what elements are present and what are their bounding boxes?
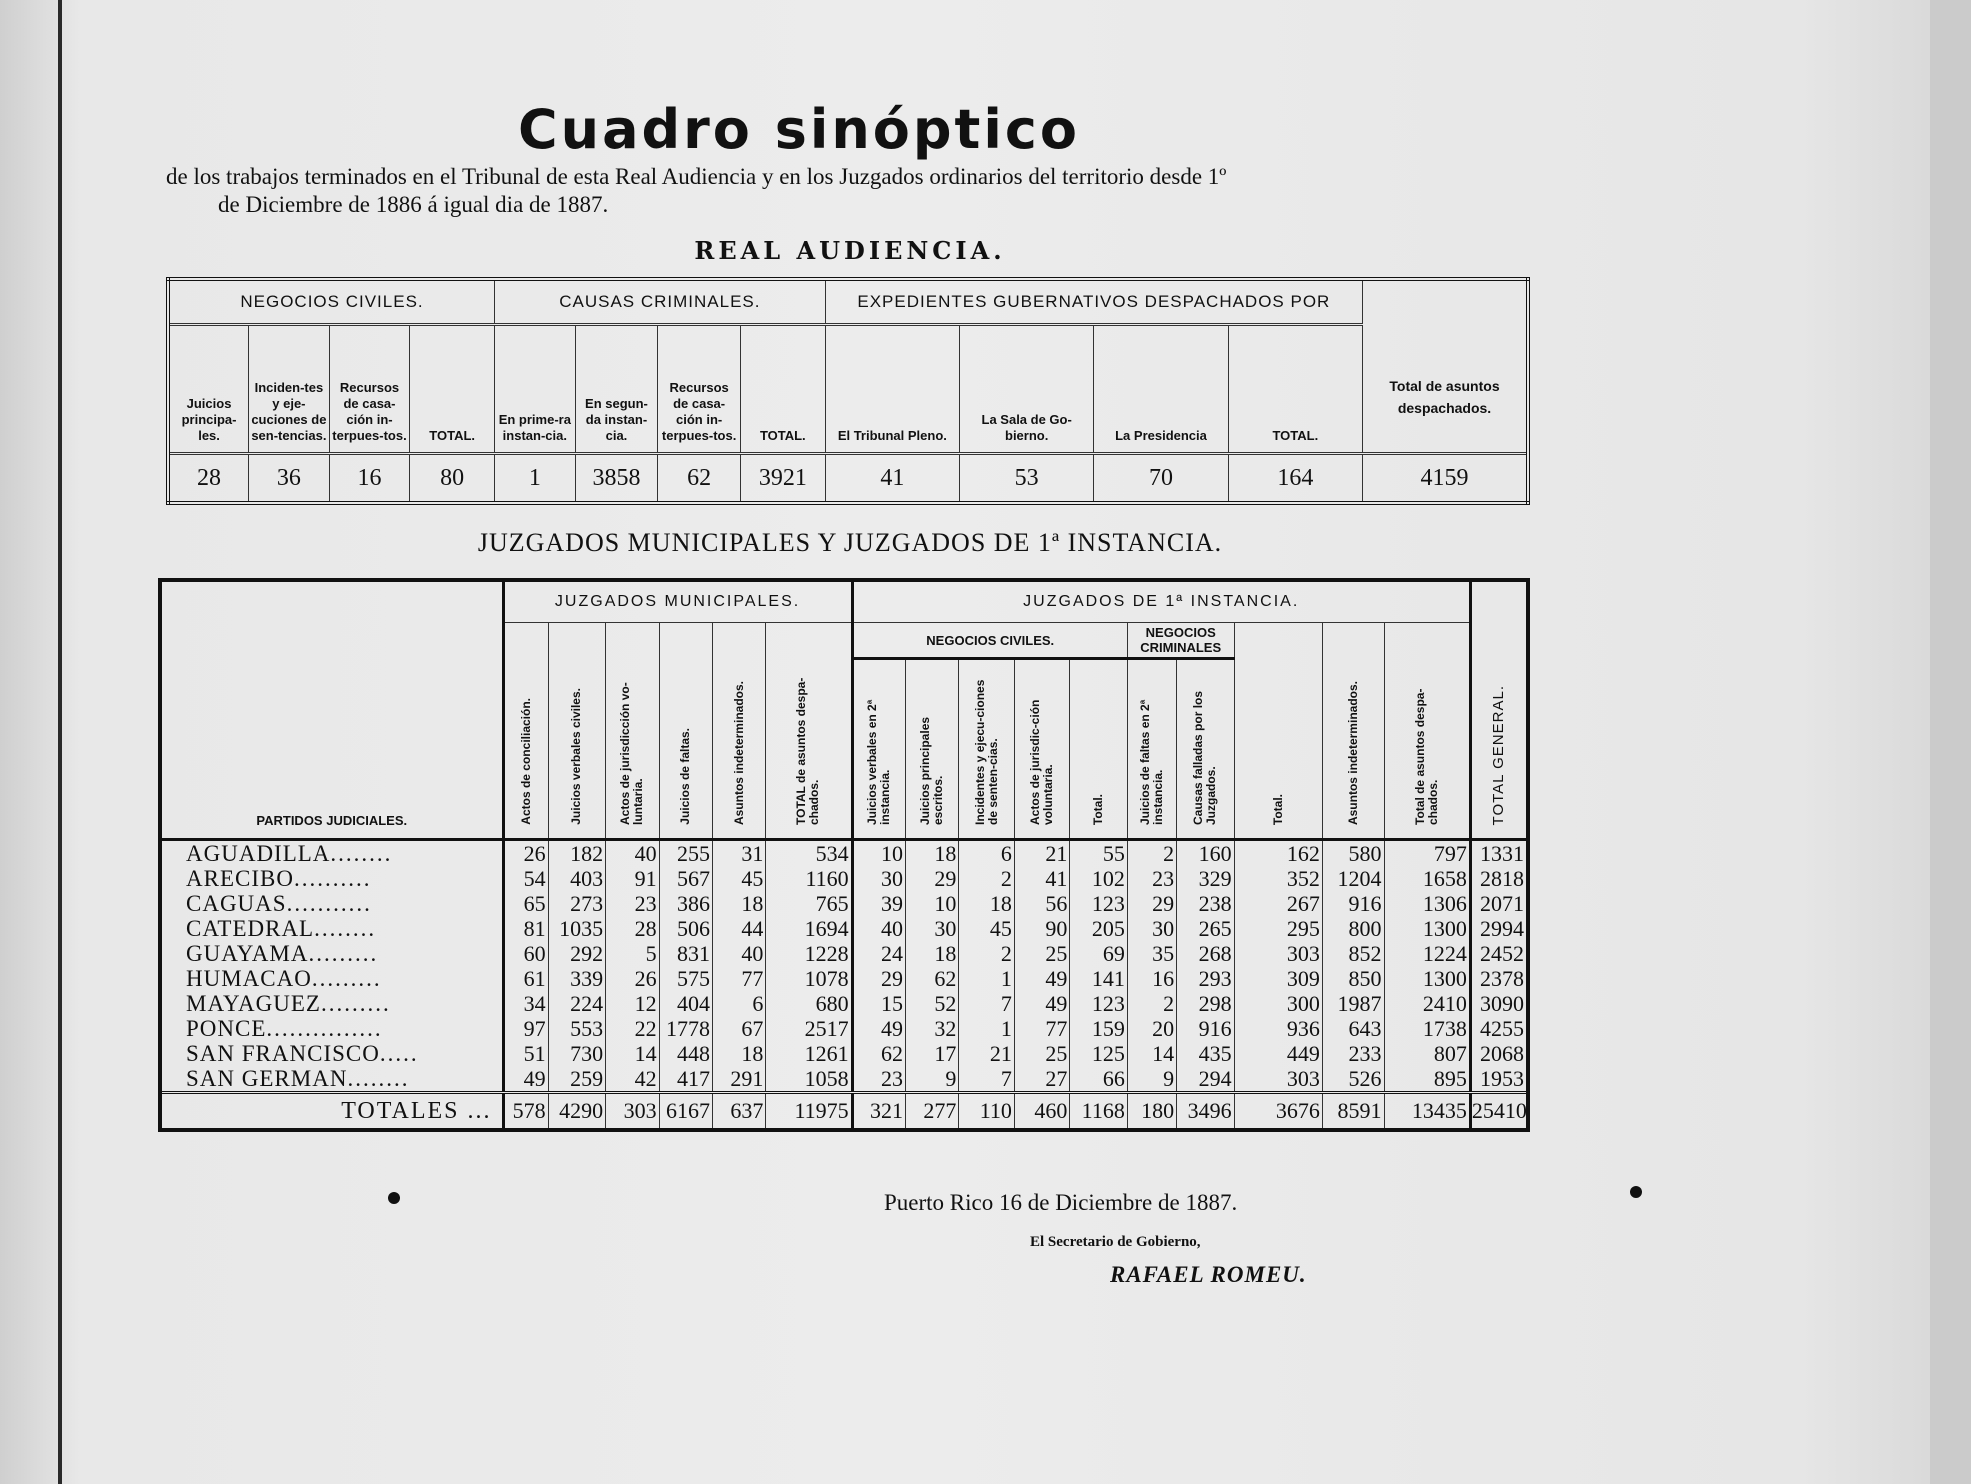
group-causas-criminales: CAUSAS CRIMINALES.	[495, 279, 826, 325]
table-cell: 1261	[766, 1041, 852, 1066]
table-cell: 852	[1322, 941, 1384, 966]
table-cell: 291	[712, 1066, 765, 1093]
leader-dots: .....	[379, 1041, 419, 1066]
table-cell: 2410	[1384, 991, 1470, 1016]
table-cell: 44	[712, 916, 765, 941]
total-cell: 6167	[659, 1093, 712, 1131]
table-cell: 159	[1070, 1016, 1128, 1041]
value-cell: 70	[1094, 454, 1228, 504]
table-cell: 895	[1384, 1066, 1470, 1093]
secretary-title: El Secretario de Gobierno,	[1030, 1234, 1201, 1250]
table-cell: 30	[852, 866, 905, 891]
table-cell: 265	[1177, 916, 1235, 941]
table-cell: 141	[1070, 966, 1128, 991]
total-cell: 578	[503, 1093, 548, 1131]
table-cell: 62	[852, 1041, 905, 1066]
header-actos-conciliacion: Actos de conciliación.	[503, 623, 548, 840]
table-cell: 6	[959, 840, 1014, 867]
table-cell: 23	[606, 891, 659, 916]
table-cell: 1	[959, 1016, 1014, 1041]
table-cell: 238	[1177, 891, 1235, 916]
partido-name	[160, 991, 503, 1016]
table-cell: 449	[1234, 1041, 1322, 1066]
header-incidentes: Inciden-tes y eje-cuciones de sen-tencias.	[249, 325, 330, 454]
subtitle-line-2: de Diciembre de 1886 á igual dia de 1887.	[218, 192, 609, 217]
table-cell: 267	[1234, 891, 1322, 916]
group-negocios-civiles: NEGOCIOS CIVILES.	[168, 279, 495, 325]
table-cell: 25	[1014, 1041, 1069, 1066]
table-cell: 1658	[1384, 866, 1470, 891]
juzgados-table	[158, 578, 1530, 1132]
header-segunda-instancia: En segun-da instan-cia.	[575, 325, 658, 454]
totales-label: TOTALES ...	[160, 1093, 503, 1131]
table-cell: 765	[766, 891, 852, 916]
table-cell: 14	[606, 1041, 659, 1066]
partido-label: MAYAGUEZ	[186, 991, 321, 1016]
table-cell: 29	[906, 866, 959, 891]
table-cell: 567	[659, 866, 712, 891]
value-cell: 16	[329, 454, 410, 504]
table-cell: 26	[606, 966, 659, 991]
table-cell: 553	[548, 1016, 606, 1041]
table-cell: 31	[712, 840, 765, 867]
total-cell: 3676	[1234, 1093, 1322, 1131]
table-cell: 67	[712, 1016, 765, 1041]
table-cell: 2	[959, 866, 1014, 891]
value-cell: 36	[249, 454, 330, 504]
table-cell: 403	[548, 866, 606, 891]
table-cell: 580	[1322, 840, 1384, 867]
header-verbales-segunda: Juicios verbales en 2ª instancia.	[852, 659, 905, 840]
table-cell: 7	[959, 1066, 1014, 1093]
header-recursos-civiles: Recursos de casa-ción in-terpues-tos.	[329, 325, 410, 454]
header-total-despachados: Total de asuntos despa-chados.	[1384, 623, 1470, 840]
table-cell: 1228	[766, 941, 852, 966]
table-cell: 936	[1234, 1016, 1322, 1041]
total-cell: 321	[852, 1093, 905, 1131]
table-cell: 303	[1234, 1066, 1322, 1093]
table-cell: 62	[906, 966, 959, 991]
partido-name	[160, 1066, 503, 1093]
table-row	[160, 1041, 1528, 1066]
table-cell: 61	[503, 966, 548, 991]
header-total-civiles: Total.	[1070, 659, 1128, 840]
document-subtitle	[166, 163, 1546, 219]
partido-label: GUAYAMA	[186, 941, 309, 966]
table-cell: 797	[1384, 840, 1470, 867]
table-cell: 294	[1177, 1066, 1235, 1093]
table-cell: 303	[1234, 941, 1322, 966]
total-cell: 4290	[548, 1093, 606, 1131]
value-cell: 62	[658, 454, 741, 504]
table-cell: 7	[959, 991, 1014, 1016]
total-cell: 25410	[1470, 1093, 1528, 1131]
document-title: Cuadro sinóptico	[518, 98, 1080, 161]
table-cell: 90	[1014, 916, 1069, 941]
table-cell: 1953	[1470, 1066, 1528, 1093]
table-cell: 54	[503, 866, 548, 891]
value-cell: 3858	[575, 454, 658, 504]
bullet-dot-right	[1630, 1186, 1642, 1198]
table-cell: 66	[1070, 1066, 1128, 1093]
header-total-municipales: TOTAL de asuntos despa-chados.	[766, 623, 852, 840]
table-cell: 123	[1070, 891, 1128, 916]
table-cell: 32	[906, 1016, 959, 1041]
total-cell: 110	[959, 1093, 1014, 1131]
table-cell: 24	[852, 941, 905, 966]
table-cell: 1738	[1384, 1016, 1470, 1041]
table-row	[160, 866, 1528, 891]
table-cell: 807	[1384, 1041, 1470, 1066]
header-jurisdiccion-voluntaria: Actos de jurisdicción vo-luntaria.	[606, 623, 659, 840]
table-cell: 34	[503, 991, 548, 1016]
value-cell: 28	[168, 454, 249, 504]
table-cell: 49	[503, 1066, 548, 1093]
table-cell: 65	[503, 891, 548, 916]
leader-dots: .........	[311, 966, 382, 991]
table-cell: 81	[503, 916, 548, 941]
header-recursos-criminales: Recursos de casa-ción in-terpues-tos.	[658, 325, 741, 454]
table-row	[160, 1016, 1528, 1041]
table-cell: 28	[606, 916, 659, 941]
partido-name	[160, 941, 503, 966]
table-cell: 2071	[1470, 891, 1528, 916]
group-juzgados-municipales: JUZGADOS MUNICIPALES.	[503, 580, 852, 623]
table-cell: 52	[906, 991, 959, 1016]
table-cell: 831	[659, 941, 712, 966]
partido-label: SAN FRANCISCO	[186, 1041, 380, 1066]
table-cell: 680	[766, 991, 852, 1016]
table-cell: 205	[1070, 916, 1128, 941]
table-cell: 10	[852, 840, 905, 867]
table-cell: 91	[606, 866, 659, 891]
total-cell: 1168	[1070, 1093, 1128, 1131]
partido-label: AGUADILLA	[186, 841, 331, 866]
table-row	[160, 941, 1528, 966]
table-cell: 40	[712, 941, 765, 966]
table-cell: 1204	[1322, 866, 1384, 891]
table-cell: 49	[852, 1016, 905, 1041]
table-cell: 1331	[1470, 840, 1528, 867]
table-cell: 77	[1014, 1016, 1069, 1041]
table-cell: 404	[659, 991, 712, 1016]
table-cell: 69	[1070, 941, 1128, 966]
table-cell: 25	[1014, 941, 1069, 966]
table-cell: 293	[1177, 966, 1235, 991]
table-cell: 21	[1014, 840, 1069, 867]
table-cell: 77	[712, 966, 765, 991]
partido-name	[160, 916, 503, 941]
table-cell: 1300	[1384, 966, 1470, 991]
leader-dots: ...........	[286, 891, 372, 916]
header-asuntos-indeterminados-2: Asuntos indeterminados.	[1322, 623, 1384, 840]
header-total-asuntos: Total de asuntos despachados.	[1363, 279, 1528, 454]
table-cell: 18	[906, 840, 959, 867]
table-cell: 17	[906, 1041, 959, 1066]
table-cell: 14	[1127, 1041, 1176, 1066]
table-cell: 22	[606, 1016, 659, 1041]
header-asuntos-indeterminados: Asuntos indeterminados.	[712, 623, 765, 840]
table-cell: 850	[1322, 966, 1384, 991]
header-actos-jurisdiccion: Actos de jurisdic-ción voluntaria.	[1014, 659, 1069, 840]
table-cell: 575	[659, 966, 712, 991]
table-cell: 5	[606, 941, 659, 966]
table-cell: 123	[1070, 991, 1128, 1016]
partido-name	[160, 1016, 503, 1041]
table-cell: 224	[548, 991, 606, 1016]
table-cell: 182	[548, 840, 606, 867]
table-cell: 1694	[766, 916, 852, 941]
table-cell: 26	[503, 840, 548, 867]
table-cell: 1160	[766, 866, 852, 891]
table-cell: 27	[1014, 1066, 1069, 1093]
table-cell: 162	[1234, 840, 1322, 867]
leader-dots: ........	[314, 916, 377, 941]
table-cell: 55	[1070, 840, 1128, 867]
header-primera-instancia: En prime-ra instan-cia.	[495, 325, 576, 454]
leader-dots: ........	[330, 841, 393, 866]
table-cell: 30	[1127, 916, 1176, 941]
total-cell: 637	[712, 1093, 765, 1131]
table-cell: 6	[712, 991, 765, 1016]
partido-label: ARECIBO	[186, 866, 294, 891]
partido-name	[160, 966, 503, 991]
table-cell: 39	[852, 891, 905, 916]
header-principales-escritos: Juicios principales escritos.	[906, 659, 959, 840]
value-cell: 4159	[1363, 454, 1528, 504]
header-juicios-verbales: Juicios verbales civiles.	[548, 623, 606, 840]
table-cell: 1224	[1384, 941, 1470, 966]
subtitle-line-1: de los trabajos terminados en el Tribunal de esta Real Audiencia y en los Juzgados ordinarios del territorio desde 1º	[166, 164, 1227, 189]
table-cell: 3090	[1470, 991, 1528, 1016]
table-cell: 41	[1014, 866, 1069, 891]
table-cell: 29	[1127, 891, 1176, 916]
table-cell: 273	[548, 891, 606, 916]
table-cell: 526	[1322, 1066, 1384, 1093]
table-cell: 9	[1127, 1066, 1176, 1093]
table-cell: 2517	[766, 1016, 852, 1041]
table-row	[160, 1066, 1528, 1093]
page-fold-shadow	[1930, 0, 1971, 1484]
total-cell: 180	[1127, 1093, 1176, 1131]
table-cell: 339	[548, 966, 606, 991]
table-cell: 29	[852, 966, 905, 991]
group-juzgados-primera-instancia: JUZGADOS DE 1ª INSTANCIA.	[852, 580, 1470, 623]
header-juicios-principales: Juicios principa-les.	[168, 325, 249, 454]
table-cell: 18	[959, 891, 1014, 916]
table-cell: 10	[906, 891, 959, 916]
table-cell: 643	[1322, 1016, 1384, 1041]
group-negocios-criminales: NEGOCIOS CRIMINALES	[1127, 623, 1234, 659]
header-total-civiles: TOTAL.	[410, 325, 495, 454]
table-row	[160, 991, 1528, 1016]
table-cell: 352	[1234, 866, 1322, 891]
header-sala-gobierno: La Sala de Go-bierno.	[960, 325, 1094, 454]
partido-label: CATEDRAL	[186, 916, 315, 941]
value-cell: 80	[410, 454, 495, 504]
table-cell: 506	[659, 916, 712, 941]
table-cell: 2994	[1470, 916, 1528, 941]
table-row	[160, 891, 1528, 916]
table-cell: 102	[1070, 866, 1128, 891]
table-cell: 2452	[1470, 941, 1528, 966]
table-cell: 233	[1322, 1041, 1384, 1066]
table-cell: 1306	[1384, 891, 1470, 916]
table-cell: 800	[1322, 916, 1384, 941]
table-cell: 9	[906, 1066, 959, 1093]
table-cell: 2	[1127, 991, 1176, 1016]
table-cell: 1078	[766, 966, 852, 991]
table-cell: 295	[1234, 916, 1322, 941]
header-total-general: TOTAL GENERAL.	[1470, 580, 1528, 840]
leader-dots: .........	[308, 941, 379, 966]
value-cell: 164	[1228, 454, 1362, 504]
place-date: Puerto Rico 16 de Diciembre de 1887.	[884, 1190, 1238, 1215]
table-cell: 23	[852, 1066, 905, 1093]
header-total-criminales: TOTAL.	[740, 325, 825, 454]
real-audiencia-heading: REAL AUDIENCIA.	[694, 236, 1006, 265]
real-audiencia-table	[166, 277, 1530, 505]
table-cell: 30	[906, 916, 959, 941]
value-cell: 41	[825, 454, 959, 504]
table-cell: 309	[1234, 966, 1322, 991]
table-cell: 1778	[659, 1016, 712, 1041]
leader-dots: ..........	[293, 866, 372, 891]
table-cell: 329	[1177, 866, 1235, 891]
table-cell: 1	[959, 966, 1014, 991]
table-cell: 730	[548, 1041, 606, 1066]
header-juicios-faltas: Juicios de faltas.	[659, 623, 712, 840]
totals-row	[160, 1093, 1528, 1131]
header-incidentes-ejecuciones: Incidentes y ejecu-ciones de senten-cias.	[959, 659, 1014, 840]
signature: RAFAEL ROMEU.	[1110, 1262, 1307, 1287]
table-cell: 435	[1177, 1041, 1235, 1066]
table-cell: 259	[548, 1066, 606, 1093]
table-cell: 18	[906, 941, 959, 966]
partido-label: HUMACAO	[186, 966, 312, 991]
total-cell: 8591	[1322, 1093, 1384, 1131]
table-cell: 2068	[1470, 1041, 1528, 1066]
partidos-judiciales-header: PARTIDOS JUDICIALES.	[160, 580, 503, 840]
table-cell: 60	[503, 941, 548, 966]
juzgados-heading: JUZGADOS MUNICIPALES Y JUZGADOS DE 1ª INSTANCIA.	[477, 528, 1223, 557]
table-cell: 1035	[548, 916, 606, 941]
table-cell: 18	[712, 891, 765, 916]
table-cell: 2	[959, 941, 1014, 966]
table-cell: 42	[606, 1066, 659, 1093]
table-cell: 35	[1127, 941, 1176, 966]
table-row	[160, 840, 1528, 867]
table-cell: 40	[606, 840, 659, 867]
table-cell: 49	[1014, 991, 1069, 1016]
partido-name	[160, 866, 503, 891]
table-cell: 51	[503, 1041, 548, 1066]
table-cell: 160	[1177, 840, 1235, 867]
header-tribunal-pleno: El Tribunal Pleno.	[825, 325, 959, 454]
partido-label: CAGUAS	[186, 891, 287, 916]
header-presidencia: La Presidencia	[1094, 325, 1228, 454]
partido-name	[160, 891, 503, 916]
table-cell: 1987	[1322, 991, 1384, 1016]
table-cell: 45	[959, 916, 1014, 941]
table-cell: 916	[1177, 1016, 1235, 1041]
table-cell: 2	[1127, 840, 1176, 867]
table-cell: 18	[712, 1041, 765, 1066]
value-cell: 53	[960, 454, 1094, 504]
partido-label: PONCE	[186, 1016, 267, 1041]
partido-label: SAN GERMAN	[186, 1066, 348, 1091]
table-cell: 16	[1127, 966, 1176, 991]
table-cell: 97	[503, 1016, 548, 1041]
header-causas-falladas: Causas falladas por los Juzgados.	[1177, 659, 1235, 840]
group-negocios-civiles: NEGOCIOS CIVILES.	[852, 623, 1127, 659]
table-cell: 448	[659, 1041, 712, 1066]
table-cell: 2378	[1470, 966, 1528, 991]
total-cell: 460	[1014, 1093, 1069, 1131]
table-cell: 268	[1177, 941, 1235, 966]
leader-dots: .........	[320, 991, 391, 1016]
table-cell: 292	[548, 941, 606, 966]
table-cell: 2818	[1470, 866, 1528, 891]
table-cell: 45	[712, 866, 765, 891]
table-cell: 1300	[1384, 916, 1470, 941]
bullet-dot-left	[388, 1192, 400, 1204]
total-cell: 13435	[1384, 1093, 1470, 1131]
table-cell: 255	[659, 840, 712, 867]
value-cell: 1	[495, 454, 576, 504]
leader-dots: ...............	[266, 1016, 383, 1041]
table-cell: 21	[959, 1041, 1014, 1066]
table-cell: 23	[1127, 866, 1176, 891]
partido-name	[160, 1041, 503, 1066]
total-cell: 303	[606, 1093, 659, 1131]
total-cell: 3496	[1177, 1093, 1235, 1131]
table-cell: 40	[852, 916, 905, 941]
header-total-criminales: Total.	[1234, 623, 1322, 840]
group-expedientes-gubernativos: EXPEDIENTES GUBERNATIVOS DESPACHADOS POR	[825, 279, 1362, 325]
table-row	[160, 966, 1528, 991]
table-cell: 4255	[1470, 1016, 1528, 1041]
total-cell: 277	[906, 1093, 959, 1131]
header-total-expedientes: TOTAL.	[1228, 325, 1362, 454]
table-row	[160, 916, 1528, 941]
value-cell: 3921	[740, 454, 825, 504]
table-cell: 1058	[766, 1066, 852, 1093]
header-faltas-segunda: Juicios de faltas en 2ª instancia.	[1127, 659, 1176, 840]
table-cell: 20	[1127, 1016, 1176, 1041]
table-cell: 12	[606, 991, 659, 1016]
table-cell: 300	[1234, 991, 1322, 1016]
page-edge-rule	[58, 0, 62, 1484]
table-cell: 386	[659, 891, 712, 916]
table-cell: 15	[852, 991, 905, 1016]
leader-dots: ........	[347, 1066, 410, 1091]
table-cell: 916	[1322, 891, 1384, 916]
table-cell: 125	[1070, 1041, 1128, 1066]
total-cell: 11975	[766, 1093, 852, 1131]
table-cell: 534	[766, 840, 852, 867]
table-cell: 56	[1014, 891, 1069, 916]
partido-name	[160, 840, 503, 867]
table-cell: 298	[1177, 991, 1235, 1016]
table-cell: 417	[659, 1066, 712, 1093]
table-cell: 49	[1014, 966, 1069, 991]
